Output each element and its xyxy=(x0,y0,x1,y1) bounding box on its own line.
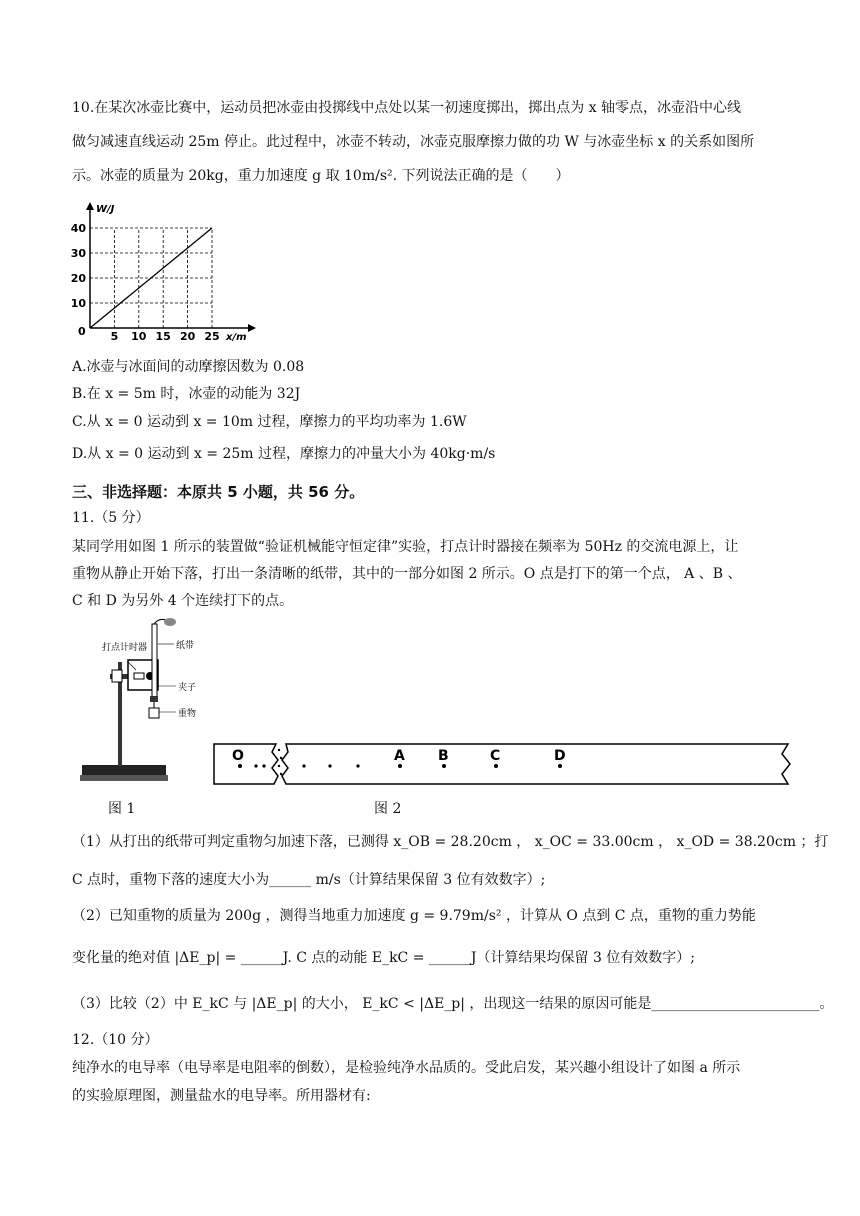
y-axis-arrow xyxy=(86,202,94,210)
q11-part-1a: （1）从打出的纸带可判定重物匀加速下落，已测得 x_OB = 28.20cm ， x_OC = 33.00cm ， x_OD = 38.20cm ；打 xyxy=(72,834,829,850)
q10-line-1: 10.在某次冰壶比赛中，运动员把冰壶由投掷线中点处以某一初速度掷出，掷出点为 x 轴零点，冰壶沿中心线 xyxy=(72,100,742,116)
point-b: B xyxy=(438,748,449,764)
y-tick-label-0: 10 xyxy=(70,297,86,310)
label-weight: 重物 xyxy=(178,709,197,719)
y-axis-label: W/J xyxy=(96,204,115,215)
figure-2-caption: 图 2 xyxy=(374,801,402,817)
q10-option-b: B.在 x = 5m 时，冰壶的动能为 32J xyxy=(72,386,301,402)
x-tick-label-2: 15 xyxy=(155,330,171,343)
figure-1-caption: 图 1 xyxy=(108,801,136,817)
label-timer: 打点计时器 xyxy=(102,643,148,653)
y-tick-label-1: 20 xyxy=(70,272,86,285)
point-d: D xyxy=(554,748,566,764)
x-axis-arrow xyxy=(248,324,256,332)
point-c: C xyxy=(490,748,501,764)
q10-line-3: 示。冰壶的质量为 20kg，重力加速度 g 取 10m/s². 下列说法正确的是（ ） xyxy=(72,168,570,184)
x-tick-label-1: 10 xyxy=(131,330,147,343)
q12-line-1: 纯净水的电导率（电导率是电阻率的倒数），是检验纯净水品质的。受此启发，某兴趣小组设计了如图 a 所示 xyxy=(72,1060,741,1076)
q11-intro-3: C 和 D 为另外 4 个连续打下的点。 xyxy=(72,593,294,609)
q10-line-2: 做匀减速直线运动 25m 停止。此过程中，冰壶不转动，冰壶克服摩擦力做的功 W 与冰壶坐标 x 的关系如图所 xyxy=(72,134,755,150)
point-o: O xyxy=(232,748,244,764)
y-tick-label-3: 40 xyxy=(70,222,86,235)
y-tick-label-2: 30 xyxy=(70,247,86,260)
label-clip: 夹子 xyxy=(178,683,197,693)
figure-2-paper-tape xyxy=(212,738,802,790)
q11-intro-1: 某同学用如图 1 所示的装置做“验证机械能守恒定律”实验，打点计时器接在频率为 50Hz 的交流电源上，让 xyxy=(72,539,739,555)
q10-option-d: D.从 x = 0 运动到 x = 25m 过程，摩擦力的冲量大小为 40kg·m/s xyxy=(72,446,496,462)
q10-option-a: A.冰壶与冰面间的动摩擦因数为 0.08 xyxy=(72,359,305,375)
figure-1-apparatus xyxy=(80,612,200,792)
q11-header: 11.（5 分） xyxy=(72,510,150,526)
x-tick-label-0: 5 xyxy=(110,330,119,343)
q11-part-2a: （2）已知重物的质量为 200g ，测得当地重力加速度 g = 9.79m/s² ，计算从 O 点到 C 点，重物的重力势能 xyxy=(72,908,756,924)
label-tape: 纸带 xyxy=(176,641,195,651)
q11-intro-2: 重物从静止开始下落，打出一条清晰的纸带，其中的一部分如图 2 所示。O 点是打下的第一个点， A 、B 、 xyxy=(72,566,742,582)
point-a: A xyxy=(394,748,405,764)
w-x-chart xyxy=(68,198,258,346)
q11-part-2b: 变化量的绝对值 |ΔE_p| = ______J. C 点的动能 E_kC = ______J（计算结果均保留 3 位有效数字）; xyxy=(72,950,696,966)
q12-line-2: 的实验原理图，测量盐水的电导率。所用器材有: xyxy=(72,1088,371,1104)
q10-option-c: C.从 x = 0 运动到 x = 10m 过程，摩擦力的平均功率为 1.6W xyxy=(72,414,467,430)
section-3-title: 三、非选择题：本原共 5 小题，共 56 分。 xyxy=(72,483,365,501)
x-tick-label-4: 25 xyxy=(204,330,220,343)
q11-part-1b: C 点时，重物下落的速度大小为______ m/s（计算结果保留 3 位有效数字）; xyxy=(72,872,546,888)
origin-label: 0 xyxy=(78,325,86,338)
data-line xyxy=(90,228,212,328)
x-axis-label: x/m xyxy=(226,332,247,343)
x-tick-label-3: 20 xyxy=(179,330,196,343)
q11-part-3: （3）比较（2）中 E_kC 与 |ΔE_p| 的大小， E_kC < |ΔE_p| ，出现这一结果的原因可能是________________________。 xyxy=(72,996,834,1012)
q12-header: 12.（10 分） xyxy=(72,1032,159,1048)
